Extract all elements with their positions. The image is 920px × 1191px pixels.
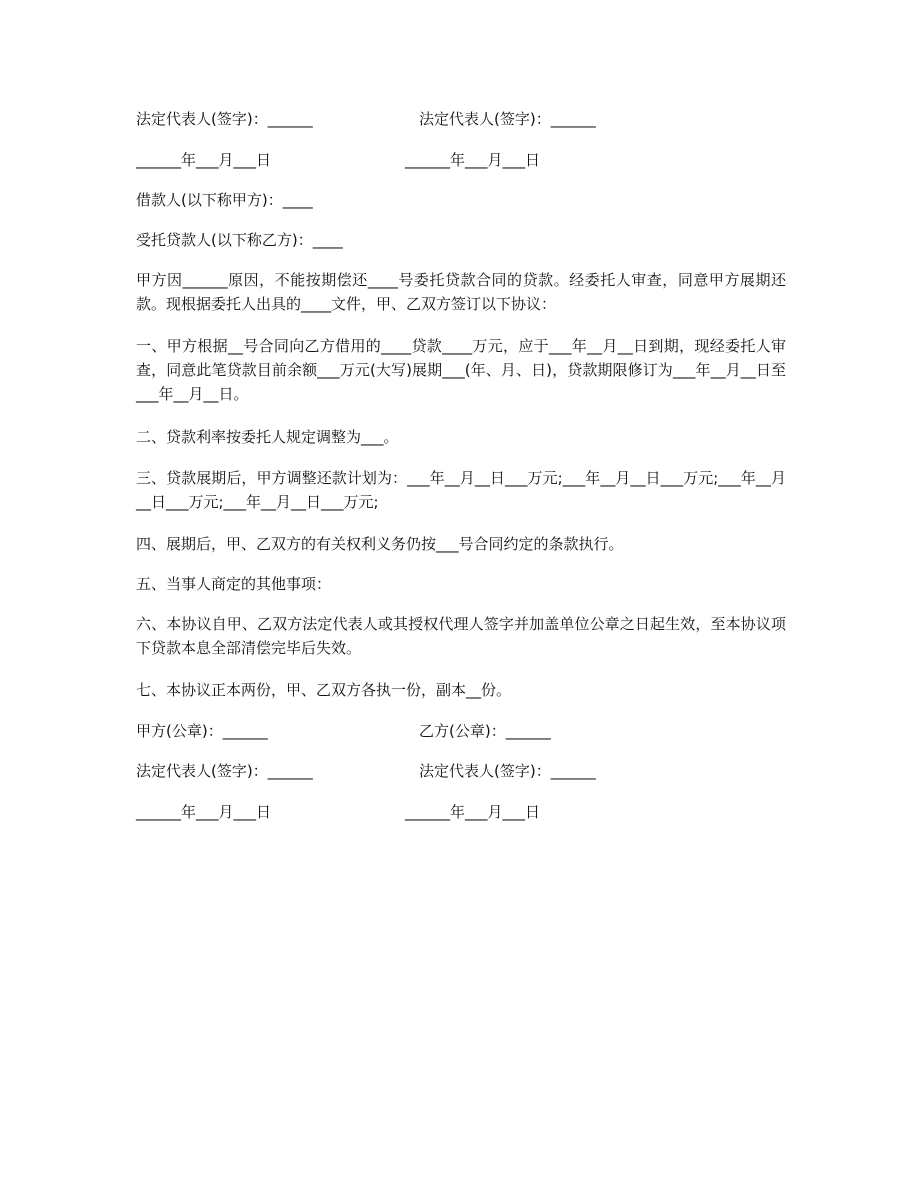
clause-2: 二、贷款利率按委托人规定调整为___。 (136, 428, 399, 446)
bottom-left-date: ______年___月___日 (136, 803, 272, 821)
bottom-left-rep: 法定代表人(签字)：______ (136, 762, 313, 780)
bottom-right-date: ______年___月___日 (405, 803, 541, 821)
bottom-rep-line (136, 760, 596, 782)
clause-4: 四、展期后，甲、乙双方的有关权利义务仍按___号合同约定的条款执行。 (136, 535, 624, 553)
lender-line: 受托贷款人(以下称乙方)：____ (136, 231, 343, 249)
top-date-line (136, 149, 541, 171)
borrower-line: 借款人(以下称甲方)：____ (136, 191, 313, 209)
top-rep-line (136, 108, 596, 130)
clause-3: 三、贷款展期后，甲方调整还款计划为：___年__月__日___万元;___年__月__日___万元;___年__月__日___万元;___年__月__日___万元; (136, 469, 786, 511)
clause-5: 五、当事人商定的其他事项： (136, 575, 332, 593)
top-right-date: ______年___月___日 (405, 151, 541, 169)
seal-line (136, 720, 551, 742)
top-left-date: ______年___月___日 (136, 151, 272, 169)
party-b-seal: 乙方(公章)：______ (419, 722, 551, 740)
clause-7: 七、本协议正本两份，甲、乙双方各执一份，副本__份。 (136, 681, 512, 699)
top-left-rep: 法定代表人(签字)：______ (136, 110, 313, 128)
bottom-right-rep: 法定代表人(签字)：______ (419, 762, 596, 780)
top-right-rep: 法定代表人(签字)：______ (419, 110, 596, 128)
clause-6: 六、本协议自甲、乙双方法定代表人或其授权代理人签字并加盖单位公章之日起生效，至本协议项下贷款本息全部清偿完毕后失效。 (136, 615, 786, 657)
party-a-seal: 甲方(公章)：______ (136, 722, 268, 740)
clause-1: 一、甲方根据__号合同向乙方借用的____贷款____万元，应于___年__月__日到期，现经委托人审查，同意此笔贷款目前余额___万元(大写)展期___(年、月、日)，贷款期限修订为___年__月__日至___年__月__日。 (136, 337, 786, 403)
bottom-date-line (136, 801, 541, 823)
intro-paragraph: 甲方因______原因，不能按期偿还____号委托贷款合同的贷款。经委托人审查，同意甲方展期还款。现根据委托人出具的____文件，甲、乙双方签订以下协议： (136, 271, 786, 313)
